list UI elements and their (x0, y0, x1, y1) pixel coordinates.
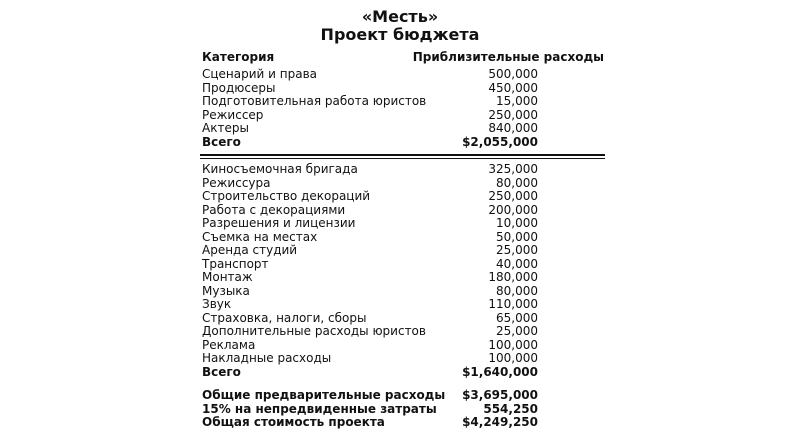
row-amount: 450,000 (488, 80, 538, 95)
budget-row (202, 298, 538, 312)
row-amount: 65,000 (496, 310, 538, 325)
summary-row (202, 389, 538, 403)
budget-row (202, 271, 538, 285)
row-label: Режиссура (202, 175, 271, 190)
row-label: Строительство декораций (202, 189, 371, 203)
budget-row (202, 285, 538, 299)
budget-row (202, 258, 538, 272)
row-label: Музыка (202, 283, 250, 298)
budget-row (202, 325, 538, 339)
row-label: Аренда студий (202, 243, 298, 257)
row-amount: 500,000 (488, 67, 538, 81)
row-amount: 325,000 (488, 162, 538, 176)
column-header-amount: Приблизительные расходы (412, 50, 604, 64)
row-label: Продюсеры (202, 80, 276, 95)
document-subtitle: Проект бюджета (320, 25, 480, 44)
total-label: Всего (202, 134, 241, 149)
row-label: Звук (202, 297, 232, 311)
budget-row (202, 109, 538, 123)
row-amount: 180,000 (488, 270, 538, 284)
budget-row (202, 95, 538, 109)
summary-label: 15% на непредвиденные затраты (202, 401, 437, 416)
row-amount: 250,000 (488, 107, 538, 122)
budget-row (202, 163, 538, 177)
budget-row (202, 204, 538, 218)
row-amount: 25,000 (496, 243, 538, 257)
row-label: Работа с декорациями (202, 202, 346, 217)
row-label: Реклама (202, 337, 256, 352)
row-amount: 100,000 (488, 337, 538, 352)
budget-row (202, 217, 538, 231)
budget-row (202, 312, 538, 326)
row-amount: 80,000 (496, 175, 538, 190)
row-amount: 100,000 (488, 351, 538, 365)
row-label: Транспорт (202, 256, 269, 271)
row-amount: 15,000 (496, 94, 538, 108)
budget-row (202, 352, 538, 366)
row-label: Подготовительная работа юристов (202, 94, 427, 108)
summary-row (202, 416, 538, 430)
budget-section-above-the-line (202, 68, 538, 149)
section-total-row (202, 136, 538, 150)
summary-amount: 554,250 (483, 401, 538, 416)
section-total-row (202, 366, 538, 380)
budget-row (202, 122, 538, 136)
total-label: Всего (202, 364, 241, 379)
summary-label: Общие предварительные расходы (202, 388, 446, 402)
row-amount: 40,000 (496, 256, 538, 271)
document-title: «Месть» (361, 7, 439, 26)
total-amount: $1,640,000 (462, 364, 538, 379)
row-amount: 10,000 (496, 216, 538, 230)
row-amount: 25,000 (496, 324, 538, 338)
row-label: Киносъемочная бригада (202, 162, 358, 176)
total-amount: $2,055,000 (462, 134, 538, 149)
row-amount: 50,000 (496, 229, 538, 244)
budget-summary (202, 389, 538, 430)
budget-row (202, 68, 538, 82)
budget-row (202, 339, 538, 353)
summary-amount: $4,249,250 (462, 415, 538, 429)
column-header-category: Категория (202, 50, 275, 64)
row-label: Страховка, налоги, сборы (202, 310, 367, 325)
row-amount: 80,000 (496, 283, 538, 298)
row-label: Накладные расходы (202, 351, 332, 365)
double-rule-divider (200, 154, 605, 159)
budget-row (202, 190, 538, 204)
budget-row (202, 82, 538, 96)
budget-section-below-the-line (202, 163, 538, 379)
budget-row (202, 231, 538, 245)
row-label: Сценарий и права (202, 67, 318, 81)
row-label: Актеры (202, 121, 249, 135)
row-amount: 110,000 (488, 297, 538, 311)
row-amount: 250,000 (488, 189, 538, 203)
summary-amount: $3,695,000 (462, 388, 538, 402)
summary-row (202, 403, 538, 417)
row-amount: 840,000 (488, 121, 538, 135)
row-label: Режиссер (202, 107, 264, 122)
budget-row (202, 177, 538, 191)
budget-row (202, 244, 538, 258)
row-label: Монтаж (202, 270, 253, 284)
row-amount: 200,000 (488, 202, 538, 217)
summary-label: Общая стоимость проекта (202, 415, 385, 429)
row-label: Съемка на местах (202, 229, 318, 244)
row-label: Дополнительные расходы юристов (202, 324, 426, 338)
row-label: Разрешения и лицензии (202, 216, 356, 230)
